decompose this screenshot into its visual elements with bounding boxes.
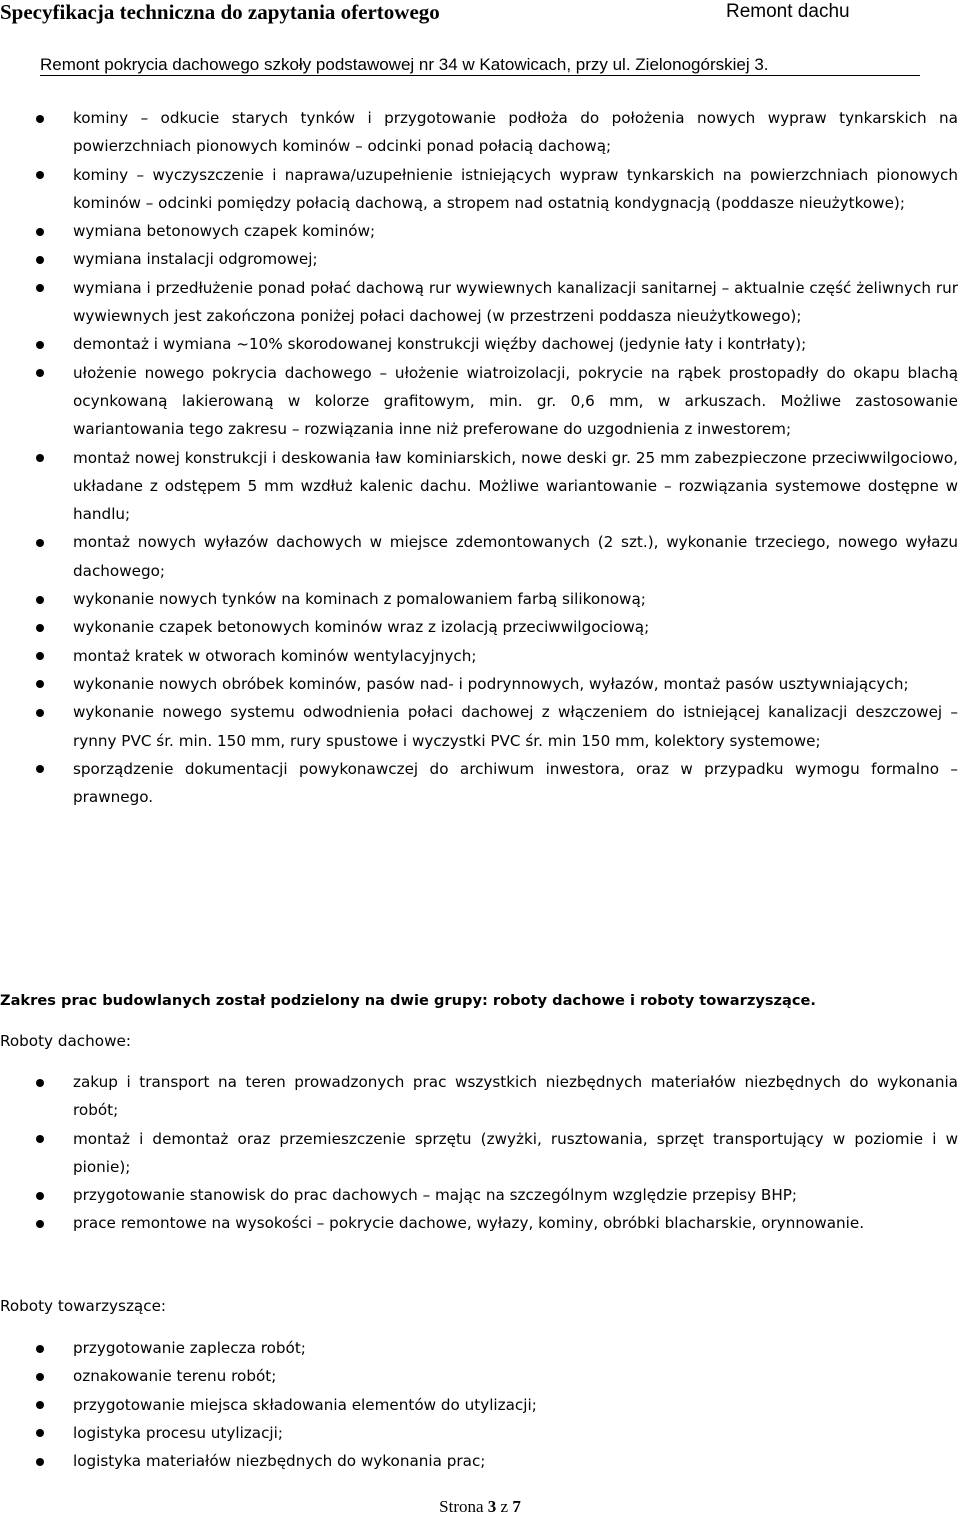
- list-item: wymiana betonowych czapek kominów;: [0, 217, 960, 245]
- list-item: montaż nowej konstrukcji i deskowania ław kominiarskich, nowe deski gr. 25 mm zabezpieczone przeciwwilgociowo, układane z odstępem 5 mm wzdłuż kalenic dachu. Możliwe wariantowanie – rozwiązania systemowe dostępne w handlu;: [0, 444, 960, 529]
- list-item: przygotowanie zaplecza robót;: [0, 1334, 960, 1362]
- roof-works-heading: Roboty dachowe:: [0, 1032, 131, 1050]
- list-item: logistyka procesu utylizacji;: [0, 1419, 960, 1447]
- list-item: wymiana instalacji odgromowej;: [0, 245, 960, 273]
- page-label: Strona: [439, 1497, 484, 1516]
- current-page: 3: [487, 1497, 497, 1516]
- list-item: ułożenie nowego pokrycia dachowego – ułożenie wiatroizolacji, pokrycie na rąbek prostopadły do okapu blachą ocynkowaną lakierowaną w kolorze grafitowym, min. gr. 0,6 mm, w arkuszach. Możliwe zastosowanie wariantowania tego zakresu – rozwiązania inne niż preferowane do uzgodnienia z inwestorem;: [0, 359, 960, 444]
- list-item: zakup i transport na teren prowadzonych prac wszystkich niezbędnych materiałów niezbędnych do wykonania robót;: [0, 1068, 960, 1125]
- list-item: demontaż i wymiana ~10% skorodowanej konstrukcji więźby dachowej (jedynie łaty i kontrłaty);: [0, 330, 960, 358]
- list-item: montaż nowych wyłazów dachowych w miejsce zdemontowanych (2 szt.), wykonanie trzeciego, nowego wyłazu dachowego;: [0, 528, 960, 585]
- list-item: kominy – odkucie starych tynków i przygotowanie podłoża do położenia nowych wypraw tynkarskich na powierzchniach pionowych kominów – odcinki ponad połacią dachową;: [0, 104, 960, 161]
- header-divider: [40, 75, 920, 76]
- list-item: wymiana i przedłużenie ponad połać dachową rur wywiewnych kanalizacji sanitarnej – aktualnie część żeliwnych rur wywiewnych jest zakończona poniżej połaci dachowej (w przestrzeni poddasza nieużytkowego);: [0, 274, 960, 331]
- list-item: logistyka materiałów niezbędnych do wykonania prac;: [0, 1447, 960, 1475]
- list-item: wykonanie nowych tynków na kominach z pomalowaniem farbą silikonową;: [0, 585, 960, 613]
- scope-list: [0, 104, 960, 811]
- list-item: wykonanie nowego systemu odwodnienia połaci dachowej z włączeniem do istniejącej kanalizacji deszczowej – rynny PVC śr. min. 150 mm, rury spustowe i wyczystki PVC śr. min 150 mm, kolektory systemowe;: [0, 698, 960, 755]
- list-item: montaż kratek w otworach kominów wentylacyjnych;: [0, 642, 960, 670]
- list-item: przygotowanie stanowisk do prac dachowych – mając na szczególnym względzie przepisy BHP;: [0, 1181, 960, 1209]
- roof-works-list: [0, 1068, 960, 1238]
- page-separator: z: [500, 1497, 509, 1516]
- list-item: kominy – wyczyszczenie i naprawa/uzupełnienie istniejących wypraw tynkarskich na powierzchniach pionowych kominów – odcinki pomiędzy połacią dachową, a stropem nad ostatnią kondygnacją (poddasze nieużytkowe);: [0, 161, 960, 218]
- list-item: sporządzenie dokumentacji powykonawczej do archiwum inwestora, oraz w przypadku wymogu formalno – prawnego.: [0, 755, 960, 812]
- list-item: wykonanie nowych obróbek kominów, pasów nad- i podrynnowych, wyłazów, montaż pasów usztywniających;: [0, 670, 960, 698]
- document-topic: Remont dachu: [726, 1, 850, 22]
- list-item: wykonanie czapek betonowych kominów wraz z izolacją przeciwwilgociową;: [0, 613, 960, 641]
- list-item: prace remontowe na wysokości – pokrycie dachowe, wyłazy, kominy, obróbki blacharskie, orynnowanie.: [0, 1209, 960, 1237]
- document-title: Specyfikacja techniczna do zapytania ofertowego: [0, 0, 440, 24]
- document-subtitle: Remont pokrycia dachowego szkoły podstawowej nr 34 w Katowicach, przy ul. Zielonogórskiej 3.: [40, 55, 769, 74]
- groups-intro: Zakres prac budowlanych został podzielony na dwie grupy: roboty dachowe i roboty towarzyszące.: [0, 992, 816, 1009]
- list-item: oznakowanie terenu robót;: [0, 1362, 960, 1390]
- accompanying-works-list: [0, 1334, 960, 1475]
- list-item: przygotowanie miejsca składowania elementów do utylizacji;: [0, 1391, 960, 1419]
- page-number: [0, 1496, 960, 1518]
- list-item: montaż i demontaż oraz przemieszczenie sprzętu (zwyżki, rusztowania, sprzęt transportujący w poziomie i w pionie);: [0, 1125, 960, 1182]
- total-pages: 7: [512, 1497, 521, 1516]
- accompanying-works-heading: Roboty towarzyszące:: [0, 1297, 167, 1315]
